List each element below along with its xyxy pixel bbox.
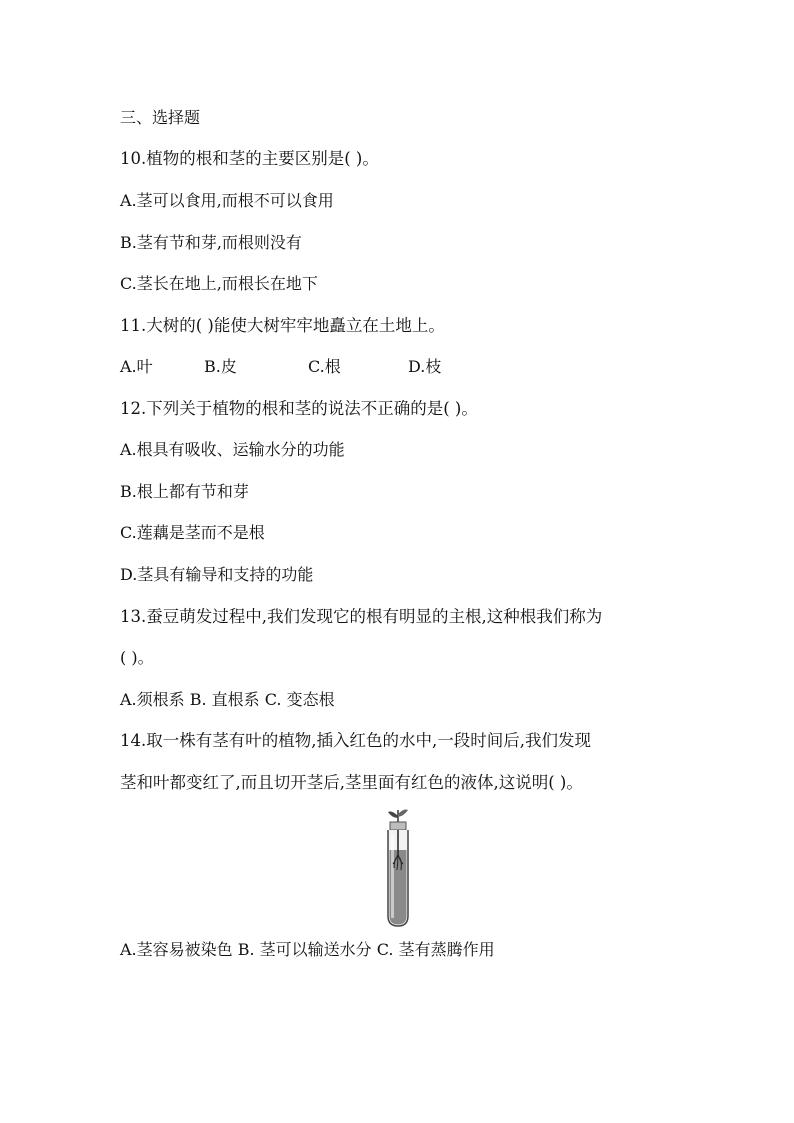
question-10-option-c: C.茎长在地上,而根长在地下: [120, 274, 318, 293]
question-11-stem: 11.大树的( )能使大树牢牢地矗立在土地上。: [120, 316, 445, 335]
question-11-option-c: C.根: [308, 357, 341, 376]
question-14-options: A.茎容易被染色 B. 茎可以输送水分 C. 茎有蒸腾作用: [120, 940, 495, 959]
question-11-options: [120, 357, 460, 377]
question-12-stem: 12.下列关于植物的根和茎的说法不正确的是( )。: [120, 399, 478, 418]
question-12-option-a: A.根具有吸收、运输水分的功能: [120, 440, 345, 459]
question-10-option-b: B.茎有节和芽,而根则没有: [120, 233, 302, 252]
question-13-stem-line1: 13.蚕豆萌发过程中,我们发现它的根有明显的主根,这种根我们称为: [120, 607, 603, 626]
question-13-stem-line2: ( )。: [120, 648, 154, 667]
question-10-option-a: A.茎可以食用,而根不可以食用: [120, 191, 334, 210]
question-10-stem: 10.植物的根和茎的主要区别是( )。: [120, 149, 379, 168]
question-11-option-b: B.皮: [204, 357, 237, 376]
question-12-option-b: B.根上都有节和芽: [120, 482, 249, 501]
question-12-option-c: C.莲藕是茎而不是根: [120, 523, 265, 542]
question-13-options: A.须根系 B. 直根系 C. 变态根: [120, 690, 335, 709]
question-11-option-d: D.枝: [408, 357, 442, 376]
question-11-option-a: A.叶: [120, 357, 153, 376]
test-tube-plant-icon: [374, 808, 422, 928]
question-14-stem-line1: 14.取一株有茎有叶的植物,插入红色的水中,一段时间后,我们发现: [120, 731, 591, 750]
question-12-option-d: D.茎具有输导和支持的功能: [120, 565, 314, 584]
question-14-stem-line2: 茎和叶都变红了,而且切开茎后,茎里面有红色的液体,这说明( )。: [120, 773, 583, 792]
section-title: 三、选择题: [120, 108, 201, 127]
